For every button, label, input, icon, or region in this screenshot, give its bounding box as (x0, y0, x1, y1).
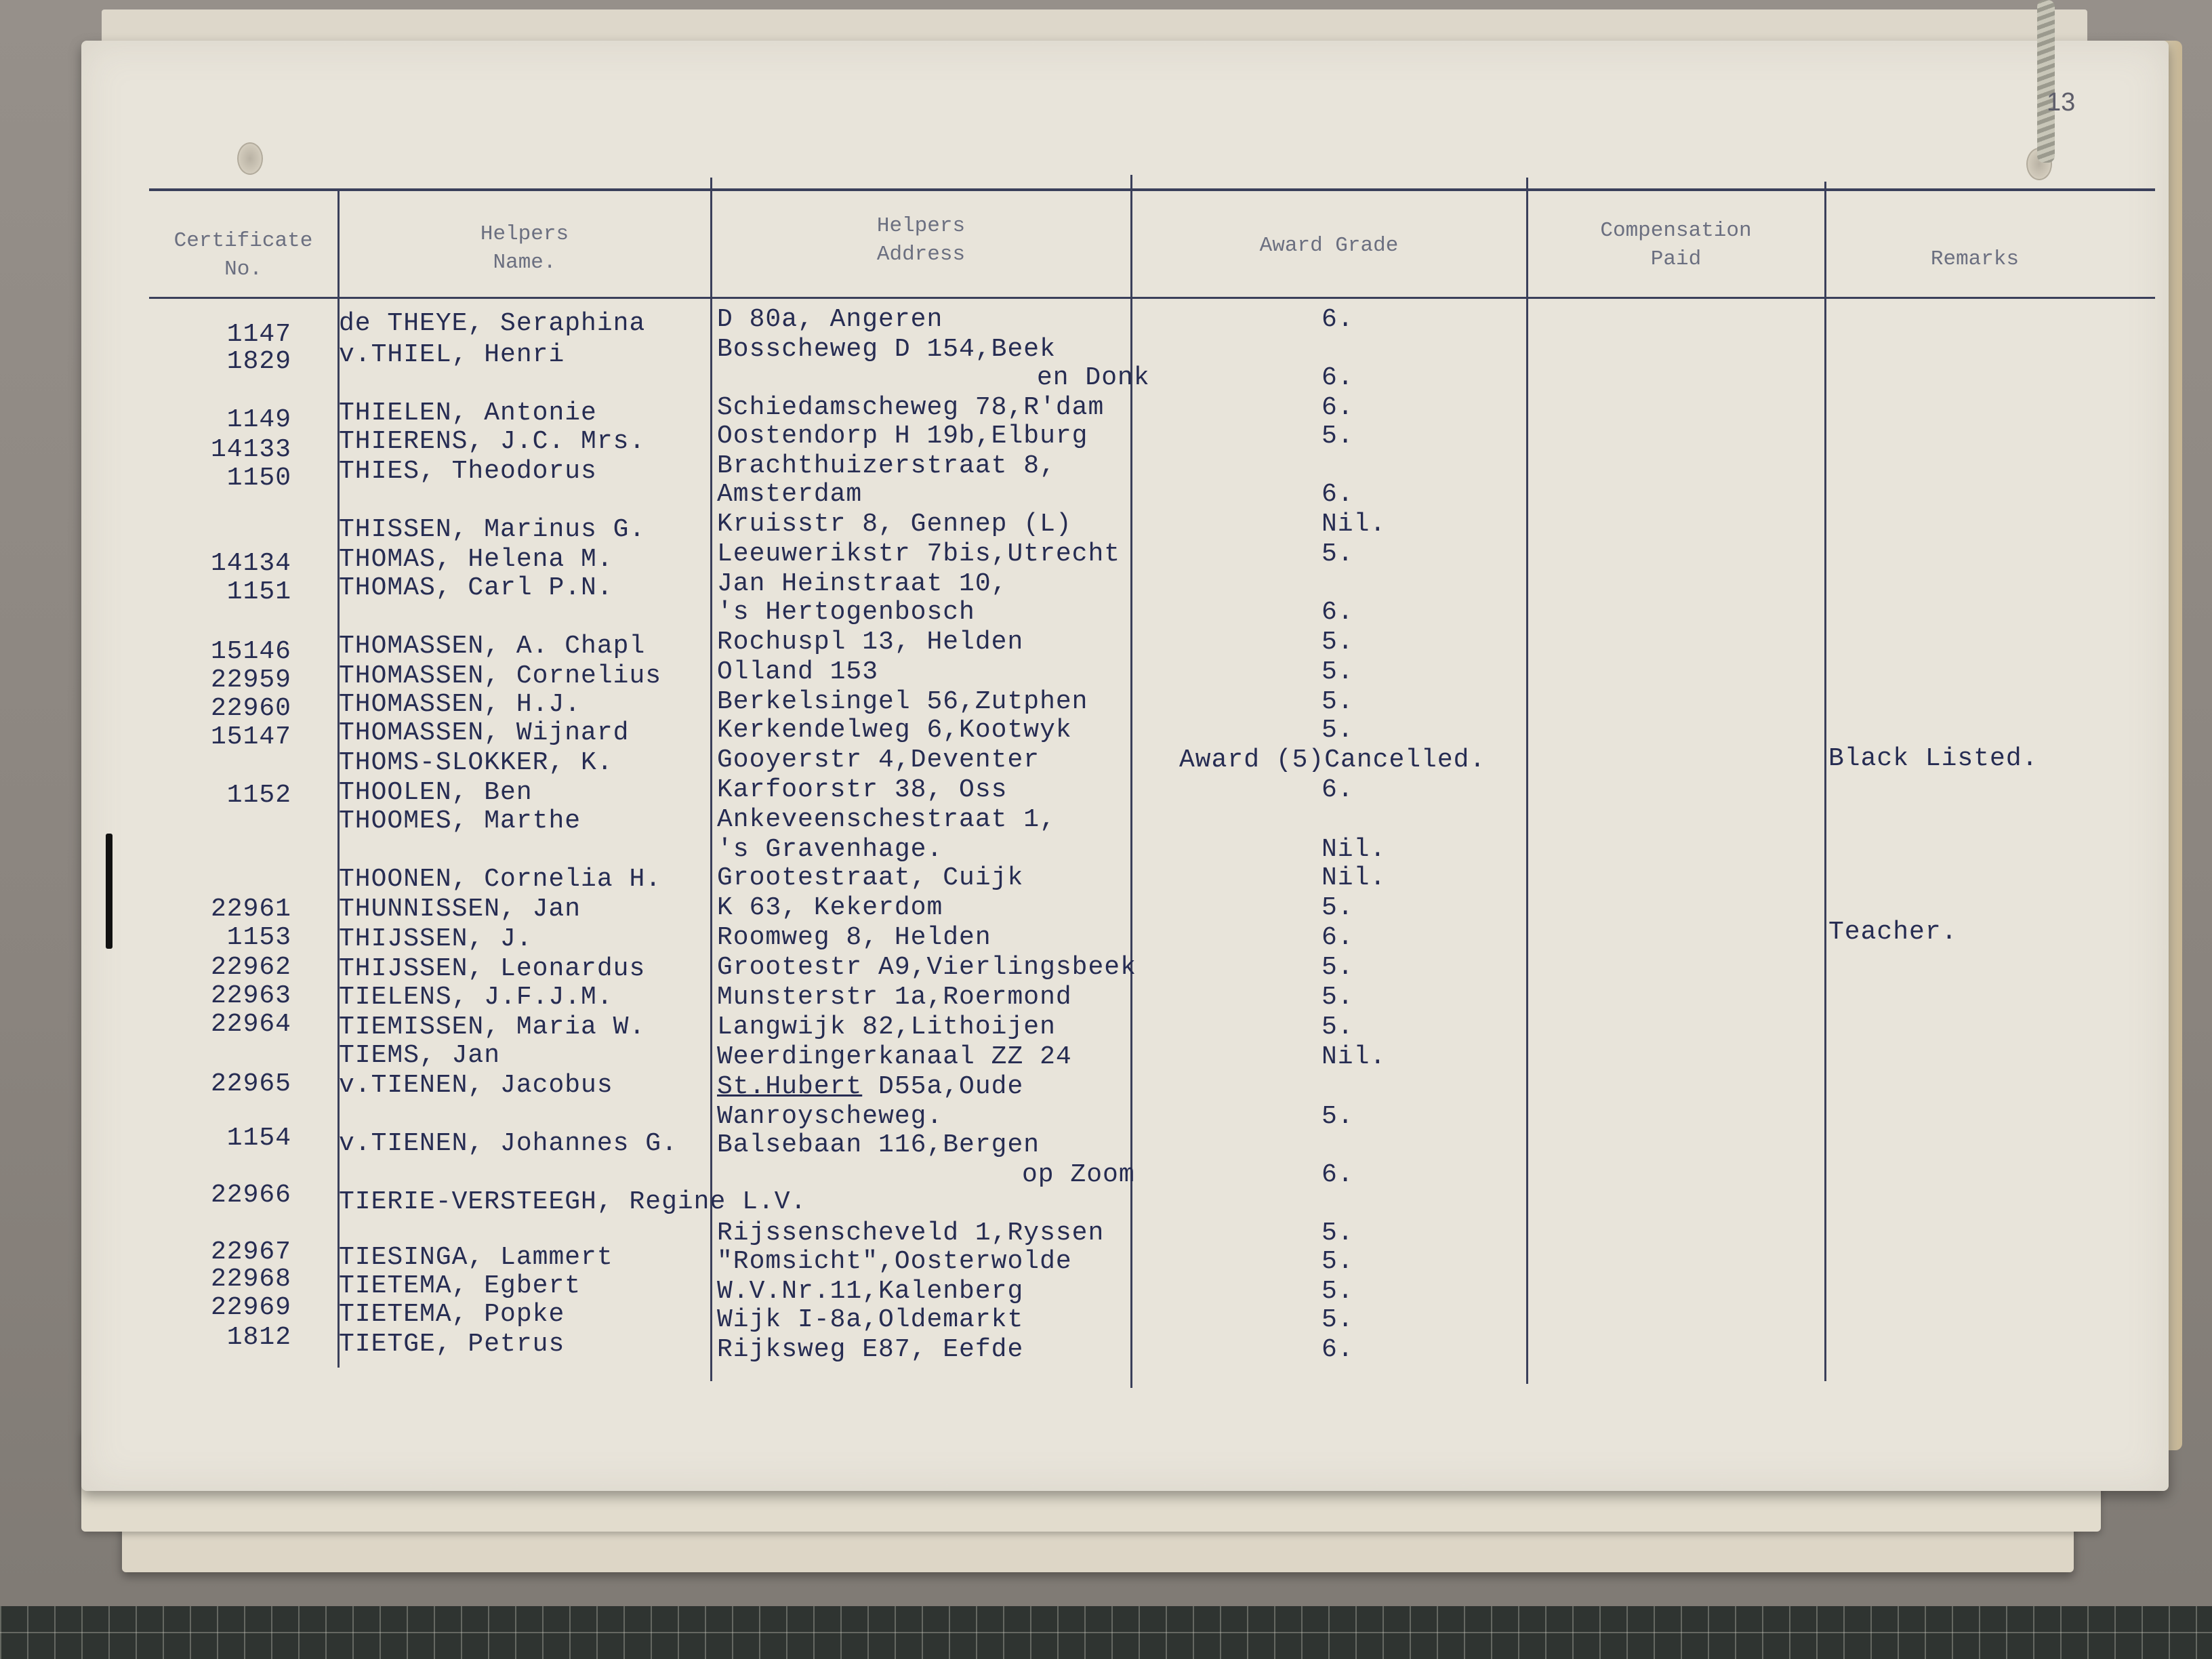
page-number: 13 (2047, 88, 2076, 117)
helper-address-line2: op Zoom (1022, 1160, 1135, 1189)
helper-address: Olland 153 (717, 657, 879, 687)
award-grade: 5. (1322, 1305, 1354, 1334)
helper-address: Jan Heinstraat 10, (717, 569, 1008, 598)
award-grade: 5. (1322, 422, 1354, 451)
cert-number: 22966 (210, 1181, 291, 1210)
award-grade: 6. (1322, 1160, 1354, 1189)
helper-name: THIES, Theodorus (339, 457, 597, 486)
cert-number: 1812 (226, 1323, 291, 1352)
helper-name: THIJSSEN, Leonardus (339, 954, 646, 983)
cert-number: 1153 (226, 923, 291, 952)
award-grade: 6. (1322, 923, 1354, 952)
cert-number: 1150 (226, 464, 291, 493)
helper-address-line2: en Donk (1037, 363, 1150, 392)
helper-name: v.THIEL, Henri (339, 340, 565, 369)
helper-address-line2: 's Hertogenbosch (717, 598, 975, 627)
award-grade: 5. (1322, 1102, 1354, 1131)
award-grade: 5. (1322, 1277, 1354, 1306)
cert-number: 22960 (210, 694, 291, 723)
helper-name: THOMAS, Helena M. (339, 545, 613, 574)
helper-address: Berkelsingel 56,Zutphen (717, 687, 1088, 716)
award-grade: 6. (1322, 1335, 1354, 1364)
helper-address: Balsebaan 116,Bergen (717, 1130, 1040, 1160)
helper-name: THOMASSEN, A. Chapl (339, 632, 646, 661)
helper-address: K 63, Kekerdom (717, 893, 943, 922)
helper-address: Rijksweg E87, Eefde (717, 1335, 1024, 1364)
binding-string (2037, 0, 2055, 163)
award-grade: Nil. (1322, 510, 1387, 539)
helper-address: Rochuspl 13, Helden (717, 628, 1024, 657)
helper-name: v.TIENEN, Jacobus (339, 1071, 613, 1100)
helper-name: TIESINGA, Lammert (339, 1243, 613, 1272)
cert-number: 22964 (210, 1010, 291, 1039)
column-divider-4 (1526, 178, 1528, 1384)
helper-address: Brachthuizerstraat 8, (717, 451, 1056, 480)
helper-address-line2: Rijssenscheveld 1,Ryssen (717, 1218, 1105, 1248)
address-underlined-part: St.Hubert (717, 1072, 863, 1101)
header-name: Helpers Name. (480, 222, 569, 274)
helper-name: TIETEMA, Egbert (339, 1271, 581, 1300)
helper-name: THOMASSEN, H.J. (339, 690, 581, 719)
helper-name: TIEMS, Jan (339, 1041, 501, 1070)
helper-address: "Romsicht",Oosterwolde (717, 1247, 1072, 1276)
award-grade: Nil. (1322, 835, 1387, 864)
helper-name: THOONEN, Cornelia H. (339, 865, 662, 894)
award-grade: 5. (1322, 1012, 1354, 1042)
cert-number: 22962 (210, 953, 291, 982)
helper-address: Gooyerstr 4,Deventer (717, 745, 1040, 775)
helper-address: Langwijk 82,Lithoijen (717, 1012, 1056, 1042)
helper-address (717, 1072, 1023, 1101)
column-divider-5 (1824, 182, 1826, 1381)
table-top-rule (149, 188, 2155, 191)
helper-name: TIETEMA, Popke (339, 1300, 565, 1329)
helper-address: Ankeveenschestraat 1, (717, 805, 1056, 834)
award-grade: 5. (1322, 539, 1354, 569)
cert-number: 1151 (226, 577, 291, 607)
header-bottom-rule (149, 297, 2155, 299)
helper-name: de THEYE, Seraphina (339, 309, 646, 338)
column-divider-3 (1130, 175, 1132, 1388)
award-grade: 6. (1322, 393, 1354, 422)
helper-address-line2: Wanroyscheweg. (717, 1102, 943, 1131)
punch-hole-left (237, 142, 263, 175)
address-rest: D55a,Oude (862, 1072, 1024, 1101)
helper-name: THIELEN, Antonie (339, 398, 597, 428)
helper-name: THOOLEN, Ben (339, 778, 533, 807)
cert-number: 1152 (226, 781, 291, 810)
award-grade: 6. (1322, 363, 1354, 392)
remarks: Black Listed. (1828, 744, 2039, 773)
remarks: Teacher. (1828, 918, 1958, 947)
cert-number: 15147 (210, 722, 291, 752)
cert-number: 22959 (210, 665, 291, 695)
helper-name: THISSEN, Marinus G. (339, 515, 646, 544)
helper-address: Oostendorp H 19b,Elburg (717, 422, 1088, 451)
cert-number: 22969 (210, 1293, 291, 1322)
helper-name: v.TIENEN, Johannes G. (339, 1129, 678, 1158)
helper-name: TIETGE, Petrus (339, 1330, 565, 1359)
helper-name: THOMS-SLOKKER, K. (339, 748, 613, 777)
helper-name: THIJSSEN, J. (339, 924, 533, 954)
header-remarks: Remarks (1930, 247, 2020, 271)
award-grade: 5. (1322, 1247, 1354, 1276)
award-grade: 6. (1322, 775, 1354, 804)
award-grade: 5. (1322, 657, 1354, 687)
helper-address: Roomweg 8, Helden (717, 923, 991, 952)
header-grade: Award Grade (1259, 234, 1399, 258)
cert-number: 22961 (210, 895, 291, 924)
award-grade: 6. (1322, 598, 1354, 627)
award-grade: 5. (1322, 628, 1354, 657)
helper-address: Grootestr A9,Vierlingsbeek (717, 953, 1136, 982)
cert-number: 15146 (210, 637, 291, 666)
helper-name: THOMASSEN, Wijnard (339, 718, 630, 747)
helper-address: Leeuwerikstr 7bis,Utrecht (717, 539, 1121, 569)
award-grade: Award (5)Cancelled. (1179, 745, 1486, 775)
cert-number: 1829 (226, 347, 291, 376)
cert-number: 22963 (210, 981, 291, 1010)
helper-address: Schiedamscheweg 78,R'dam (717, 393, 1105, 422)
cert-number: 1154 (226, 1124, 291, 1153)
cert-number: 14134 (210, 549, 291, 578)
cert-number: 14133 (210, 435, 291, 464)
cert-number: 22965 (210, 1069, 291, 1099)
award-grade: 6. (1322, 305, 1354, 334)
cert-number: 22967 (210, 1237, 291, 1267)
award-grade: 5. (1322, 1218, 1354, 1248)
helper-name: THUNNISSEN, Jan (339, 895, 581, 924)
header-compensation: Compensation Paid (1600, 219, 1752, 271)
award-grade: 5. (1322, 983, 1354, 1012)
helper-address: Munsterstr 1a,Roermond (717, 983, 1072, 1012)
header-certificate: Certificate No. (173, 229, 313, 281)
helper-address: D 80a, Angeren (717, 305, 943, 334)
helper-address: Weerdingerkanaal ZZ 24 (717, 1042, 1072, 1071)
helper-name: TIEMISSEN, Maria W. (339, 1012, 646, 1042)
award-grade: 5. (1322, 953, 1354, 982)
helper-name: THOMASSEN, Cornelius (339, 661, 662, 691)
helper-address: Wijk I-8a,Oldemarkt (717, 1305, 1024, 1334)
award-grade: 5. (1322, 893, 1354, 922)
cert-number: 1149 (226, 405, 291, 434)
binder-mark (106, 834, 112, 949)
award-grade: Nil. (1322, 863, 1387, 893)
helper-name: TIELENS, J.F.J.M. (339, 983, 613, 1012)
helper-name: THOMAS, Carl P.N. (339, 573, 613, 602)
helper-name: TIERIE-VERSTEEGH, Regine L.V. (339, 1187, 807, 1216)
helper-name: THOOMES, Marthe (339, 806, 581, 836)
award-grade: 5. (1322, 687, 1354, 716)
helper-address: Bosscheweg D 154,Beek (717, 335, 1056, 364)
award-grade: 5. (1322, 716, 1354, 745)
helper-address-line2: Amsterdam (717, 480, 863, 509)
header-address: Helpers Address (876, 214, 966, 266)
award-grade: 6. (1322, 480, 1354, 509)
cutting-mat (0, 1606, 2212, 1659)
helper-address: Kruisstr 8, Gennep (L) (717, 510, 1072, 539)
award-grade: Nil. (1322, 1042, 1387, 1071)
helper-address: Grootestraat, Cuijk (717, 863, 1024, 893)
cert-number: 22968 (210, 1265, 291, 1294)
helper-address: Kerkendelweg 6,Kootwyk (717, 716, 1072, 745)
helper-name: THIERENS, J.C. Mrs. (339, 427, 646, 456)
helper-address: Karfoorstr 38, Oss (717, 775, 1008, 804)
helper-address: W.V.Nr.11,Kalenberg (717, 1277, 1024, 1306)
helper-address-line2: 's Gravenhage. (717, 835, 943, 864)
cert-number: 1147 (226, 320, 291, 349)
